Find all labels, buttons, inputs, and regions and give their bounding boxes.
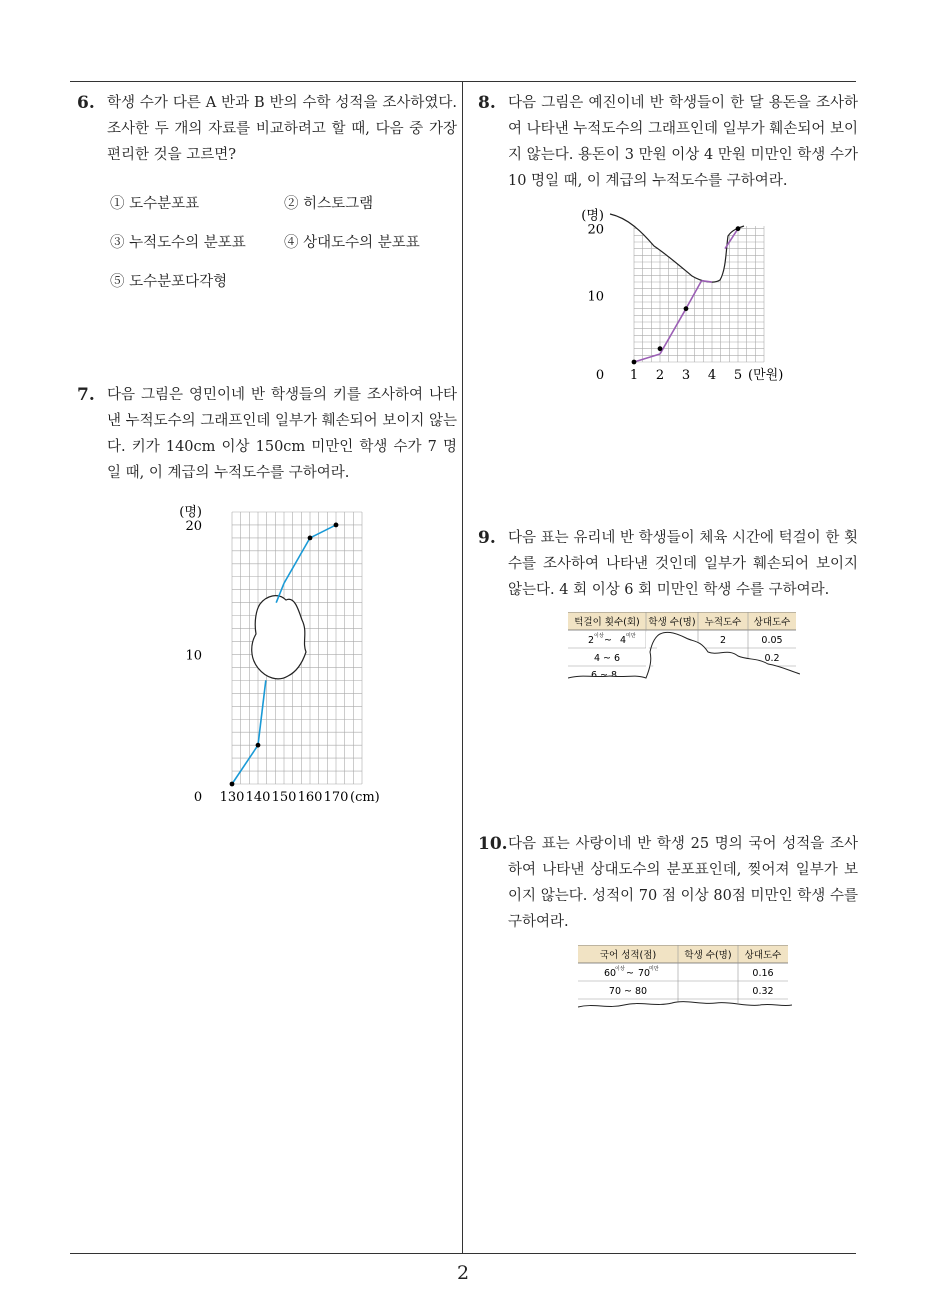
choice-3[interactable]: ③ 누적도수의 분포표 [110, 235, 246, 251]
header-cell: 학생 수(명) [648, 617, 696, 628]
x-axis-label: (만원) [748, 368, 784, 383]
series-line [258, 680, 266, 745]
allowance-cumulative-chart [580, 204, 800, 390]
header-cell: 상대도수 [744, 950, 782, 961]
y-axis-label: (명) [179, 504, 202, 520]
x-tick-label: 5 [733, 368, 743, 383]
header-cell: 누적도수 [704, 617, 742, 628]
table-cell: 0.32 [752, 986, 774, 997]
table-cell: 4 [620, 635, 627, 646]
question-number: 7. [77, 385, 95, 405]
x-tick-label: 130 [219, 790, 245, 805]
x-tick-label: 3 [681, 368, 691, 383]
series-line [284, 538, 310, 583]
question-9 [478, 525, 858, 603]
y-axis-label: (명) [581, 208, 604, 224]
table-cell: 0.2 [764, 653, 780, 664]
x-tick-label: 0 [193, 790, 203, 805]
x-tick-label: 4 [707, 368, 717, 383]
x-tick-label: 170 [323, 790, 349, 805]
bottom-rule [70, 1253, 856, 1254]
height-cumulative-chart [170, 492, 410, 812]
x-tick-label: 1 [629, 368, 639, 383]
data-point [334, 523, 339, 528]
table-cell: 이상 [594, 633, 604, 639]
damaged-area [252, 596, 306, 679]
question-7 [77, 382, 457, 486]
table-cell: 6 ~ 8 [590, 670, 618, 681]
korean-score-relative-table [578, 945, 792, 1015]
y-tick-label: 10 [185, 648, 202, 664]
y-tick-label: 20 [185, 518, 202, 534]
header-cell: 턱걸이 횟수(회) [574, 617, 640, 628]
table-cell: 70 ~ 80 [608, 986, 648, 997]
table-cell: 2 [719, 635, 727, 646]
header-cell: 상대도수 [753, 617, 791, 628]
svg-text:~: ~ [604, 635, 612, 646]
question-text: 다음 표는 유리네 반 학생들이 체육 시간에 턱걸이 한 횟수를 조사하여 나타낸 것인데 일부가 훼손되어 보이지 않는다. 4 회 이상 6 회 미만인 학생 수를 구하여라. [508, 530, 858, 598]
table-cell: 0.05 [761, 635, 783, 646]
question-text: 다음 그림은 영민이네 반 학생들의 키를 조사하여 나타낸 누적도수의 그래프인데 일부가 훼손되어 보이지 않는다. 키가 140cm 이상 150cm 미만인 학생 수가 7 명일 때, 이 계급의 누적도수를 구하여라. [107, 387, 457, 481]
table-cell: 70 [638, 968, 651, 979]
table-cell: 60 [604, 968, 617, 979]
x-tick-label: 2 [655, 368, 665, 383]
data-point [684, 306, 689, 311]
question-text: 다음 그림은 예진이네 반 학생들이 한 달 용돈을 조사하여 나타낸 누적도수의 그래프인데 일부가 훼손되어 보이지 않는다. 용돈이 3 만원 이상 4 만원 미만인 학생 수가 10 명일 때, 이 계급의 누적도수를 구하여라. [508, 95, 858, 189]
data-point [632, 360, 637, 365]
choice-2[interactable]: ② 히스토그램 [284, 196, 374, 212]
series-line [232, 745, 258, 784]
table-cell: 미만 [626, 633, 636, 639]
table-cell: 이상 [615, 966, 625, 972]
x-axis-label: (cm) [350, 790, 380, 805]
question-10 [478, 831, 858, 935]
table-cell: 4 ~ 6 [593, 653, 621, 664]
column-divider [462, 82, 463, 1254]
data-point [308, 536, 313, 541]
question-number: 10. [478, 834, 508, 854]
page-number: 2 [456, 1262, 470, 1284]
choice-4[interactable]: ④ 상대도수의 분포표 [284, 235, 420, 251]
y-tick-label: 10 [587, 289, 604, 305]
table-cell: 미만 [649, 966, 659, 972]
question-8 [478, 90, 858, 194]
data-point [736, 226, 741, 231]
series-line [310, 525, 336, 538]
damaged-area [578, 1002, 792, 1015]
data-point [230, 782, 235, 787]
damaged-area [610, 208, 776, 282]
y-tick-label: 20 [587, 222, 604, 238]
x-tick-label: 140 [245, 790, 271, 805]
top-rule [70, 81, 856, 82]
question-number: 6. [77, 93, 95, 113]
question-text: 다음 표는 사랑이네 반 학생 25 명의 국어 성적을 조사하여 나타낸 상대도수의 분포표인데, 찢어져 일부가 보이지 않는다. 성적이 70 점 이상 80점 미만인 학생 수를 구하여라. [508, 836, 858, 930]
choice-5[interactable]: ⑤ 도수분포다각형 [110, 274, 228, 290]
question-6 [77, 90, 457, 168]
question-number: 9. [478, 528, 496, 548]
question-number: 8. [478, 93, 496, 113]
question-text: 학생 수가 다른 A 반과 B 반의 수학 성적을 조사하였다. 조사한 두 개의 자료를 비교하려고 할 때, 다음 중 가장 편리한 것을 고르면? [107, 95, 457, 163]
table-cell: 0.16 [752, 968, 774, 979]
table-cell: 2 [588, 635, 595, 646]
x-tick-label: 0 [595, 368, 605, 383]
pullup-frequency-table [568, 612, 800, 686]
data-point [256, 743, 261, 748]
series-line [686, 281, 702, 309]
svg-text:~: ~ [626, 968, 634, 979]
choice-1[interactable]: ① 도수분포표 [110, 196, 200, 212]
x-tick-label: 160 [297, 790, 323, 805]
x-tick-label: 150 [271, 790, 297, 805]
header-cell: 학생 수(명) [684, 950, 732, 961]
data-point [658, 346, 663, 351]
header-cell: 국어 성적(점) [599, 950, 657, 961]
